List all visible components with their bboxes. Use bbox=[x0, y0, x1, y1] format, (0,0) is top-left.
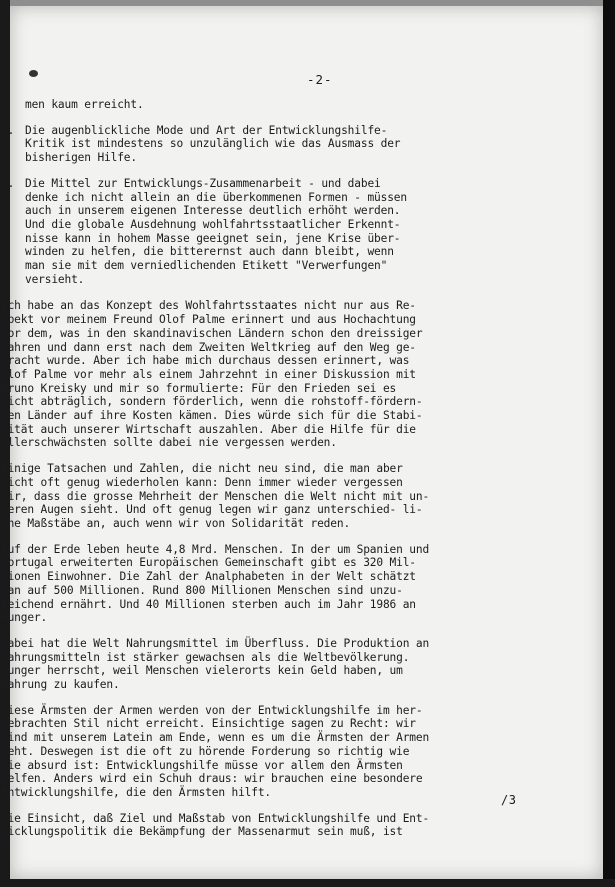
text-line: gebrachten Stil nicht erreicht. Einsichtige sagen zu Recht: wir bbox=[1, 717, 416, 731]
text-line: nicht oft genug wiederholen kann: Denn immer wieder vergessen bbox=[1, 475, 403, 489]
paragraph bbox=[1, 299, 471, 450]
paragraph bbox=[1, 637, 471, 692]
text-line: Olof Palme vor mehr als einem Jahrzehnt in einer Diskussion mit bbox=[1, 367, 416, 381]
carry-over-paragraph bbox=[1, 98, 471, 112]
document-page bbox=[1, 6, 603, 879]
paragraph-gap bbox=[1, 112, 471, 124]
paragraph-gap bbox=[1, 800, 471, 812]
text-line: reichend ernährt. Und 40 Millionen sterben auch im Jahr 1986 an bbox=[1, 597, 416, 611]
text-line: Die Mittel zur Entwicklungs-Zusammenarbeit - und dabei bbox=[25, 176, 381, 190]
text-line: men kaum erreicht. bbox=[25, 98, 144, 111]
text-line: wir, dass die grosse Mehrheit der Menschen die Welt nicht mit un- bbox=[1, 489, 430, 503]
text-line: lionen Einwohner. Die Zahl der Analphabeten in der Welt schätzt bbox=[1, 570, 416, 584]
text-line: Ich habe an das Konzept des Wohlfahrtsstaates nicht nur aus Re- bbox=[1, 299, 416, 313]
text-line: vor dem, was in den skandinavischen Ländern schon den dreissiger bbox=[1, 326, 423, 340]
text-line: spekt vor meinem Freund Olof Palme erinnert und aus Hochachtung bbox=[1, 313, 416, 327]
text-line: lität auch unserer Wirtschaft auszahlen. Aber die Hilfe für die bbox=[1, 422, 416, 436]
text-line: auch in unserem eigenen Interesse deutlich erhöht werden. bbox=[25, 204, 401, 218]
item-number: 8. bbox=[1, 176, 15, 190]
text-line: Und die globale Ausdehnung wohlfahrtsstaatlicher Erkennt- bbox=[25, 217, 401, 231]
text-line: den Länder auf ihre Kosten kämen. Dies würde sich für die Stabi- bbox=[1, 409, 423, 423]
paragraph bbox=[1, 812, 471, 839]
scan-edge-right bbox=[603, 0, 615, 887]
text-line: Entwicklungshilfe, die den Ärmsten hilft. bbox=[1, 785, 272, 799]
text-line: bisherigen Hilfe. bbox=[25, 151, 137, 165]
scan-edge-bottom bbox=[0, 879, 615, 887]
paragraph bbox=[1, 704, 471, 800]
paragraph-gap bbox=[1, 450, 471, 462]
text-line: bracht wurde. Aber ich habe mich durchaus dessen erinnert, was bbox=[1, 354, 410, 368]
paragraph-gap bbox=[1, 286, 471, 299]
text-line: Portugal erweiterten Europäischen Gemeinschaft gibt es 320 Mil- bbox=[1, 556, 416, 570]
text-line: geht. Deswegen ist die oft zu hörende Forderung so richtig wie bbox=[1, 744, 410, 758]
text-line: Jahren und dann erst nach dem Zweiten Weltkrieg auf den Weg ge- bbox=[1, 340, 416, 354]
text-line: helfen. Anders wird ein Schuh draus: wir brauchen eine besondere bbox=[1, 772, 423, 786]
text-line: Hunger herrscht, weil Menschen vielerorts kein Geld haben, um bbox=[1, 664, 403, 678]
text-line: nisse kann in hohem Masse geeignet sein, jene Krise über- bbox=[25, 231, 401, 245]
item-number: 7. bbox=[1, 123, 15, 137]
text-line: man auf 500 Millionen. Rund 800 Millionen Menschen sind unzu- bbox=[1, 583, 403, 597]
text-line: winden zu helfen, die bitterernst auch dann bleibt, wenn bbox=[25, 245, 394, 259]
text-line: Dabei hat die Welt Nahrungsmittel im Überfluss. Die Produktion an bbox=[1, 636, 430, 650]
text-line: nicht abträglich, sondern förderlich, wenn die rohstoff-fördern- bbox=[1, 395, 423, 409]
text-line: seren Augen sieht. Und oft genug legen wir ganz unterschied- li- bbox=[1, 503, 423, 517]
text-line: Bruno Kreisky und mir so formulierte: Für den Frieden sei es bbox=[1, 381, 397, 395]
text-line: Nahrung zu kaufen. bbox=[1, 678, 120, 692]
next-page-marker: /3 bbox=[501, 793, 517, 807]
text-line: Hunger. bbox=[1, 611, 48, 625]
paragraph-gap bbox=[1, 531, 471, 543]
ink-mark bbox=[29, 70, 38, 77]
numbered-item bbox=[1, 177, 471, 287]
paragraph-gap bbox=[1, 692, 471, 704]
paragraph-gap bbox=[1, 165, 471, 177]
text-line: versieht. bbox=[25, 272, 85, 286]
paragraph bbox=[1, 543, 471, 625]
text-line: Allerschwächsten sollte dabei nie vergessen werden. bbox=[1, 436, 337, 450]
text-line: Nahrungsmitteln ist stärker gewachsen als die Weltbevölkerung. bbox=[1, 650, 410, 664]
text-line: denke ich nicht allein an die überkommenen Formen - müssen bbox=[25, 190, 407, 204]
text-line: Einige Tatsachen und Zahlen, die nicht neu sind, die man aber bbox=[1, 462, 403, 476]
text-line: Die Einsicht, daß Ziel und Maßstab von Entwicklungshilfe und Ent- bbox=[1, 811, 430, 825]
text-line: Diese Ärmsten der Armen werden von der Entwicklungshilfe im her- bbox=[1, 703, 423, 717]
body-text bbox=[1, 98, 471, 839]
text-line: man sie mit dem verniedlichenden Etikett "Verwerfungen" bbox=[25, 259, 388, 273]
text-line: Kritik ist mindestens so unzulänglich wie das Ausmass der bbox=[25, 137, 401, 151]
text-line: che Maßstäbe an, auch wenn wir von Solidarität reden. bbox=[1, 516, 351, 530]
text-line: Auf der Erde leben heute 4,8 Mrd. Menschen. In der um Spanien und bbox=[1, 542, 430, 556]
paragraph bbox=[1, 462, 471, 531]
text-line: sind mit unserem Latein am Ende, wenn es um die Ärmsten der Armen bbox=[1, 731, 430, 745]
numbered-item bbox=[1, 124, 471, 165]
text-line: sie absurd ist: Entwicklungshilfe müsse vor allem den Ärmsten bbox=[1, 758, 403, 772]
text-line: wicklungspolitik die Bekämpfung der Massenarmut sein muß, ist bbox=[1, 825, 403, 839]
text-line: Die augenblickliche Mode und Art der Entwicklungshilfe- bbox=[25, 123, 388, 137]
page-number: -2- bbox=[307, 72, 333, 87]
paragraph-gap bbox=[1, 625, 471, 637]
